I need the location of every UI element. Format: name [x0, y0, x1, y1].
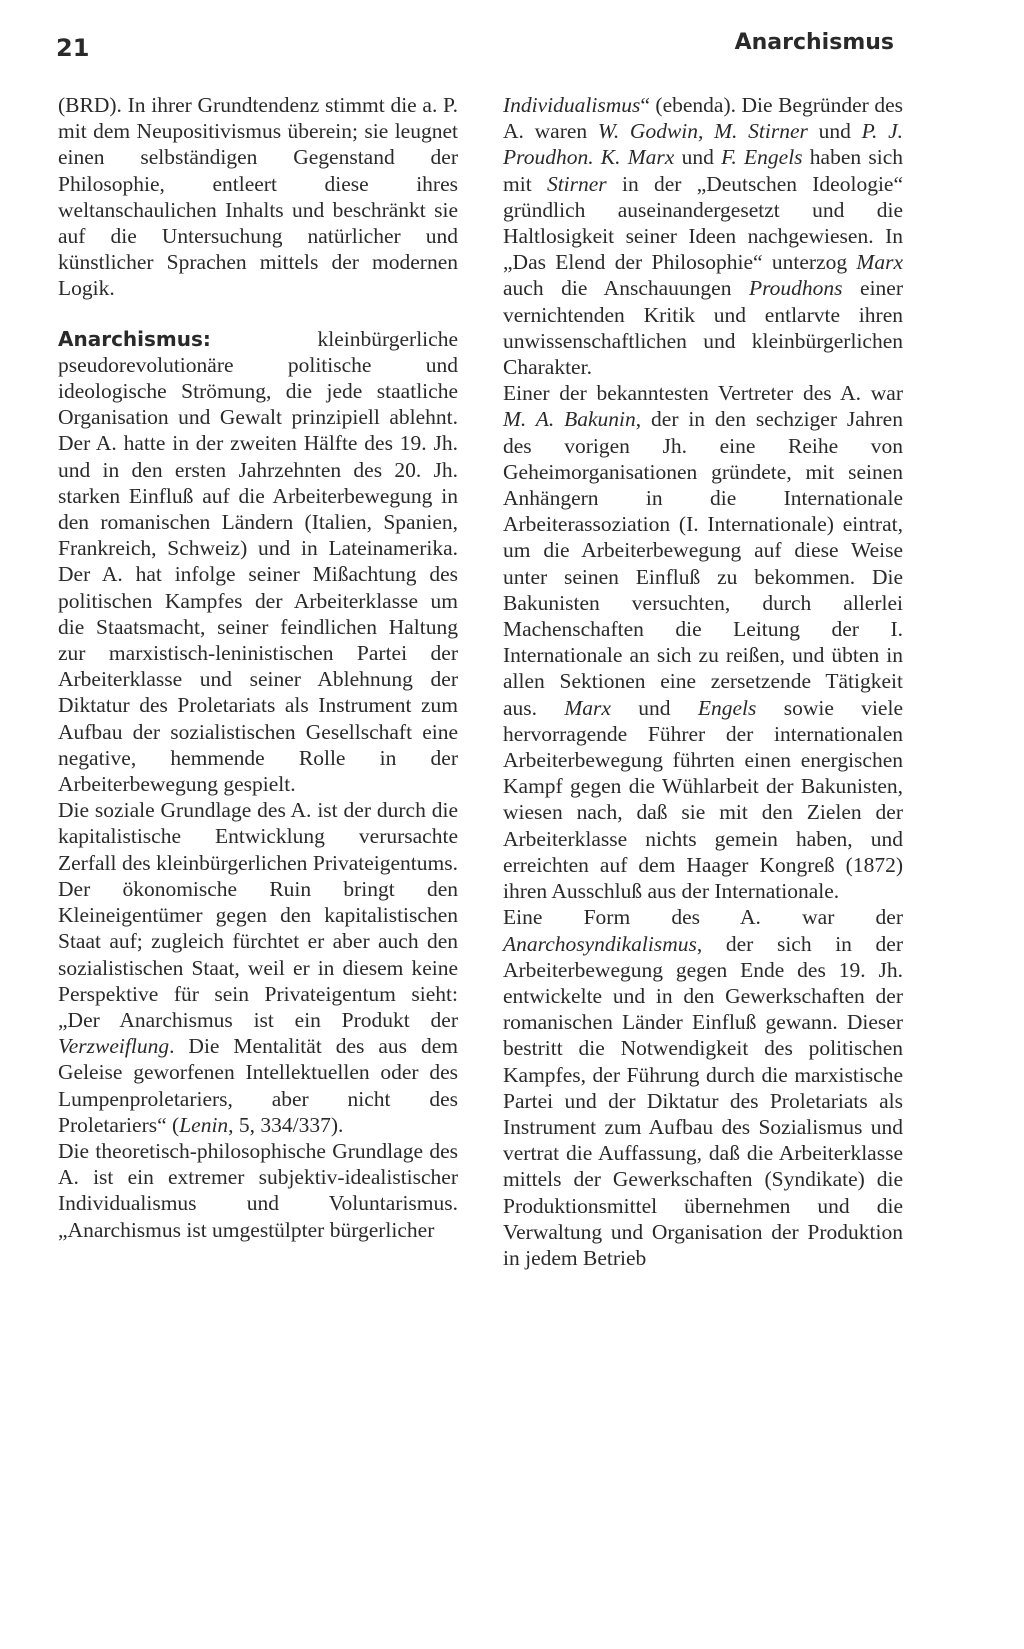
text-run: haben sich mit [503, 145, 903, 196]
text-run-italic: Proudhons [748, 276, 843, 301]
text-run: sowie viele hervorragende Führer der internationalen Arbeiterbewegung führten einen energischen Kampf gegen die Wühlarbeit der Bakunisten, wiesen nach, daß sie mit den Zielen der Arbeiterklasse nichts gemein haben, und erreichten auf dem Haager Kongreß (1872) ihren Ausschluß aus der Internationale. [503, 695, 903, 904]
text-run: , 5, 334/337). [228, 1112, 344, 1137]
text-run-italic: Marx [856, 250, 903, 275]
text-run: , der in den sechziger Jahren des vorigen Jh. eine Reihe von Geheimorganisationen gründete, mit seinen Anhängern in die Internationale Arbeiterassoziation (I. Internationale) eintrat, um die Arbeiterbewegung auf diese Weise unter seinen Einfluß zu bekommen. Die Bakunisten versuchten, durch allerlei Machenschaften die Leitung der I. Internationale an sich zu reißen, und übten in allen Sektionen eine zersetzende Tätigkeit aus. [503, 407, 903, 720]
text-run-italic: Verzweiflung [58, 1034, 170, 1059]
text-run: “ (ebenda). Die Begründer des A. waren [503, 93, 903, 144]
text-run-italic: P. J. Proudhon. K. Marx [503, 119, 903, 170]
text-run-italic: Marx [564, 695, 611, 720]
text-run: Die soziale Grundlage des A. ist der durch die kapitalistische Entwicklung verursachte Zerfall des kleinbürgerlichen Privateigentums. Der ökonomische Ruin bringt den Kleineigentümer gegen den kapitalistischen Staat auf; zugleich fürchtet er aber auch den sozialistischen Staat, weil er in diesem keine Perspektive für sein Privateigentum sieht: „Der Anarchismus ist ein Produkt der [58, 798, 458, 1032]
paragraph-social-basis [58, 797, 458, 1138]
right-column [503, 92, 903, 1271]
paragraph-anarchosyndicalism [503, 904, 903, 1271]
text-run-italic: Engels [697, 695, 757, 720]
entry-headword: Anarchismus: [58, 326, 211, 351]
entry-definition: kleinbürgerliche pseudorevolutionäre politische und ideologische Strömung, die jede staatliche Organisation und Gewalt prinzipiell ablehnt. Der A. hatte in der zweiten Hälfte des 19. Jh. und in den ersten Jahrzehnten des 20. Jh. starken Einfluß auf die Arbeiterbewegung in den romanischen Ländern (Italien, Spanien, Frankreich, Schweiz) und in Lateinamerika. Der A. hat infolge seiner Mißachtung des politischen Kampfes der Arbeiterklasse um die Staatsmacht, seiner feindlichen Haltung zur marxistisch-leninistischen Partei der Arbeiterklasse und seiner Ablehnung der Diktatur des Proletariats als Instrument zum Aufbau der sozialistischen Gesellschaft eine negative, hemmende Rolle in der Arbeiterbewegung gespielt. [58, 326, 458, 797]
text-run: auch die Anschauungen [503, 276, 749, 301]
text-run: einer vernichtenden Kritik und entlarvte ihren unwissenschaftlichen und kleinbürgerlichen Charakter. [503, 276, 904, 380]
paragraph-continuation: (BRD). In ihrer Grundtendenz stimmt die a. P. mit dem Neupositivismus überein; sie leugnet einen selbständigen Gegenstand der Philosophie, entleert diese ihres weltanschaulichen Inhalts und beschränkt sie auf die Untersuchung natürlicher und künstlicher Sprachen mittels der modernen Logik. [58, 93, 458, 301]
page-number: 21 [56, 34, 90, 62]
running-head: Anarchismus [734, 30, 894, 55]
paragraph-philosophical-basis: Die theoretisch-philosophische Grundlage des A. ist ein extremer subjektiv-idealistischer Individualismus und Voluntarismus. „Anarchismus ist umgestülpter bürgerlicher [58, 1138, 458, 1242]
text-run: Eine Form des A. war der [503, 905, 903, 930]
text-run-italic: Anarchosyndikalismus [503, 931, 697, 956]
text-run-italic: F. Engels [721, 145, 803, 170]
text-run: . Die Mentalität des aus dem Geleise geworfenen Intellektuellen oder des Lumpenproletariers, aber nicht des Proletariers“ ( [58, 1034, 458, 1137]
text-run-italic: Lenin [179, 1112, 229, 1137]
text-run-italic: M. A. Bakunin [503, 407, 636, 432]
text-run-italic: W. Godwin, M. Stirner [597, 119, 808, 144]
text-run-italic: Stirner [546, 171, 607, 196]
text-run: und [674, 145, 722, 170]
text-run: , der sich in der Arbeiterbewegung gegen Ende des 19. Jh. entwickelte und in den Gewerkschaften der romanischen Länder Einfluß gewann. Dieser bestritt die Notwendigkeit des politischen Kampfes, der Führung durch die marxistische Partei und der Diktatur des Proletariats als Instrument zum Aufbau des Sozialismus und vertrat die Auffassung, daß die Arbeiterklasse mittels der Gewerkschaften (Syndikate) die Produktionsmittel übernehmen und die Verwaltung und Organisation der Produktion in jedem Betrieb [503, 931, 903, 1270]
text-run: und [610, 695, 698, 720]
text-run: und [807, 119, 862, 144]
left-column [58, 92, 458, 1243]
paragraph-bakunin [503, 380, 903, 904]
paragraph-founders [503, 92, 903, 380]
entry-anarchismus [58, 326, 458, 798]
text-run: Einer der bekanntesten Vertreter des A. war [503, 381, 903, 406]
text-run-italic: Individualismus [503, 93, 641, 117]
text-run: in der „Deutschen Ideologie“ gründlich auseinandergesetzt und die Haltlosigkeit seiner Ideen nachgewiesen. In „Das Elend der Philosophie“ unterzog [503, 171, 903, 275]
